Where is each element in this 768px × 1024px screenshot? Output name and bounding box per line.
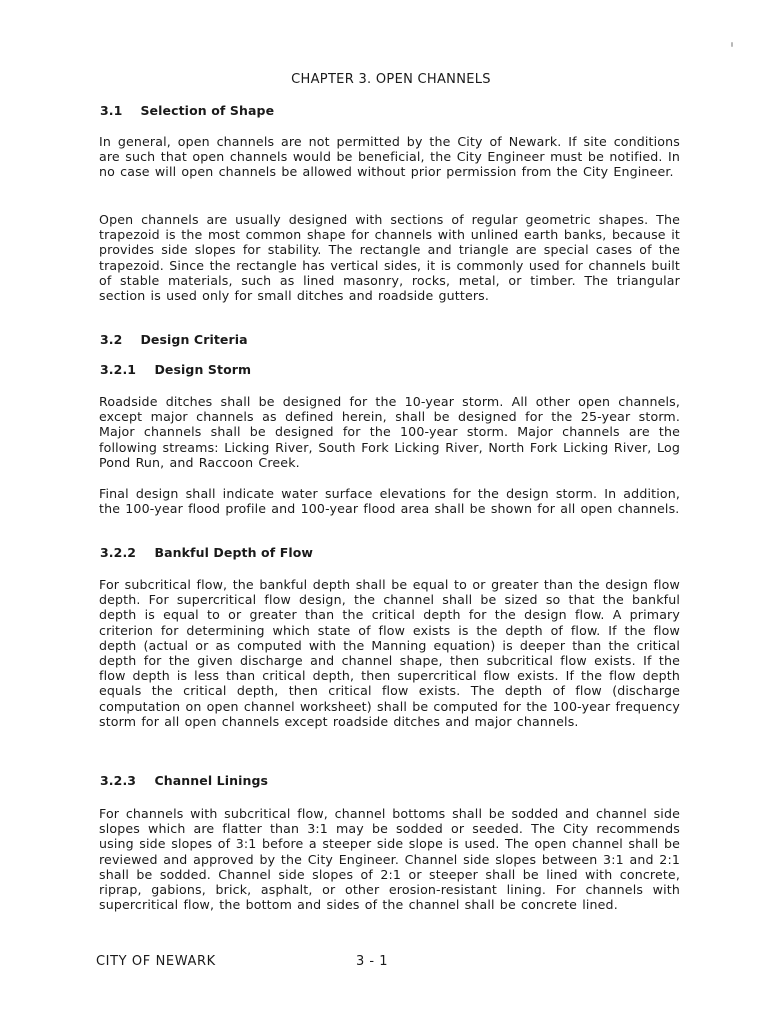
paragraph: Roadside ditches shall be designed for the 10-year storm. All other open channels, except major channels as defined herein, shall be designed for the 25-year storm. Major channels shall be designed for the 100-year storm. Major channels are the following streams: Licking River, South Fork Licking River, North Fork Licking River, Log Pond Run, and Raccoon Creek.: [99, 394, 680, 470]
section-title: Bankful Depth of Flow: [154, 545, 314, 560]
section-heading-3-1: [100, 103, 274, 118]
section-heading-3-2-2: [100, 545, 313, 560]
section-number: 3.2.2: [100, 545, 137, 560]
page-number: 3 - 1: [356, 954, 388, 969]
section-heading-3-2-3: [100, 773, 268, 788]
section-heading-3-2: [100, 332, 248, 347]
paragraph: For subcritical flow, the bankful depth shall be equal to or greater than the design flow depth. For supercritical flow design, the channel shall be sized so that the bankful depth is equal to or greater than the critical depth for the design flow. A primary criterion for determining which state of flow exists is the depth of flow. If the flow depth (actual or as computed with the Manning equation) is deeper than the critical depth for the given discharge and channel shape, then subcritical flow exists. If the flow depth is less than critical depth, then supercritical flow exists. If the flow depth equals the critical depth, then critical flow exists. The depth of flow (discharge computation on open channel worksheet) shall be computed for the 100-year frequency storm for all open channels except roadside ditches and major channels.: [99, 577, 680, 729]
paragraph: Open channels are usually designed with sections of regular geometric shapes. The trapezoid is the most common shape for channels with unlined earth banks, because it provides side slopes for stability. The rectangle and triangle are special cases of the trapezoid. Since the rectangle has vertical sides, it is commonly used for channels built of stable materials, such as lined masonry, rocks, metal, or timber. The triangular section is used only for small ditches and roadside gutters.: [99, 212, 680, 304]
section-heading-3-2-1: [100, 362, 251, 377]
chapter-title: CHAPTER 3. OPEN CHANNELS: [291, 72, 491, 87]
paragraph: For channels with subcritical flow, channel bottoms shall be sodded and channel side slopes which are flatter than 3:1 may be sodded or seeded. The City recommends using side slopes of 3:1 before a steeper side slope is used. The open channel shall be reviewed and approved by the City Engineer. Channel side slopes between 3:1 and 2:1 shall be sodded. Channel side slopes of 2:1 or steeper shall be lined with concrete, riprap, gabions, brick, asphalt, or other erosion-resistant lining. For channels with supercritical flow, the bottom and sides of the channel shall be concrete lined.: [99, 806, 680, 913]
section-title: Channel Linings: [154, 773, 269, 788]
section-number: 3.2.3: [100, 773, 137, 788]
section-number: 3.2.1: [100, 362, 137, 377]
paragraph: Final design shall indicate water surface elevations for the design storm. In addition, the 100-year flood profile and 100-year flood area shall be shown for all open channels.: [99, 486, 680, 517]
section-title: Design Criteria: [140, 332, 248, 347]
section-title: Selection of Shape: [140, 103, 275, 118]
section-number: 3.2: [100, 332, 123, 347]
section-number: 3.1: [100, 103, 123, 118]
scan-speck: [731, 42, 733, 47]
paragraph: In general, open channels are not permitted by the City of Newark. If site conditions are such that open channels would be beneficial, the City Engineer must be notified. In no case will open channels be allowed without prior permission from the City Engineer.: [99, 134, 680, 180]
section-title: Design Storm: [154, 362, 252, 377]
footer-organization: CITY OF NEWARK: [96, 954, 216, 969]
